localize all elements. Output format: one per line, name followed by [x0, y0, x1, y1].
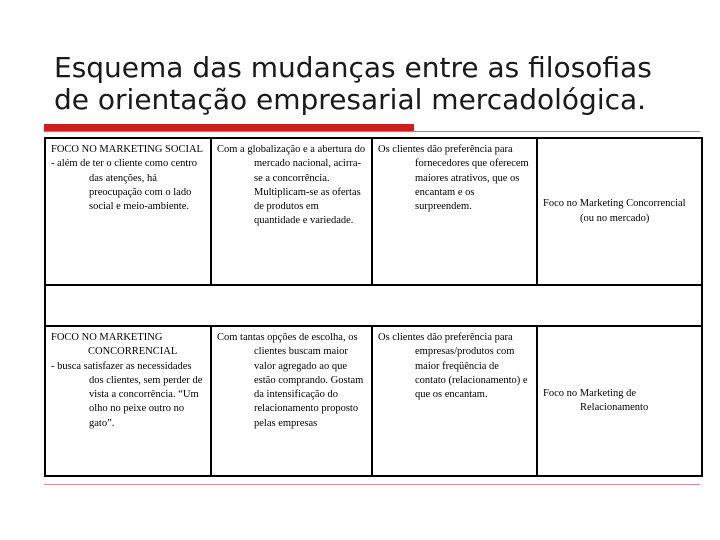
table-cell-r2-c1 [46, 327, 212, 475]
title-underline-rule [44, 131, 700, 132]
slide-title [54, 52, 694, 116]
title-accent-bar [44, 124, 414, 131]
cell-body: Com tantas opções de escolha, os clientes buscam maior valor agregado ao que estão comprando. Gostam da intensificação do relacionamento proposto pelas empresas [217, 332, 364, 429]
cell-heading: FOCO NO MARKETING CONCORRENCIAL [51, 332, 178, 358]
cell-body: Com a globalização e a abertura do mercado nacional, acirra-se a concorrência. Multiplicam-se as ofertas de produtos em quantidade e variedade. [217, 144, 366, 227]
table-cell-r1-c4 [538, 139, 701, 286]
bottom-rule [44, 484, 700, 485]
table-spacer-row [46, 286, 701, 327]
cell-body: - além de ter o cliente como centro das atenções, há preocupação com o lado social e meio-ambiente. [51, 158, 198, 213]
table-cell-r1-c2 [212, 139, 373, 286]
cell-body: Foco no Marketing Concorrencial (ou no mercado) [543, 198, 686, 224]
cell-body: Foco no Marketing de Relacionamento [543, 387, 649, 413]
table-cell-r2-c2 [212, 327, 373, 475]
comparison-table [44, 137, 703, 477]
slide-title-line-2: de orientação empresarial mercadológica. [54, 83, 647, 116]
table-cell-r1-c3 [373, 139, 538, 286]
cell-body: Os clientes dão preferência para fornecedores que oferecem maiores atrativos, que os encantam e os surpreendem. [378, 144, 529, 213]
table-cell-r1-c1 [46, 139, 212, 286]
cell-heading: FOCO NO MARKETING SOCIAL [51, 144, 203, 155]
table-cell-r2-c4 [538, 327, 701, 475]
cell-body: Os clientes dão preferência para empresas/produtos com maior freqüência de contato (relacionamento) e que os encantam. [378, 332, 528, 401]
cell-body: - busca satisfazer as necessidades dos clientes, sem perder de vista a concorrência. “Um olho no peixe outro no gato”. [51, 360, 203, 429]
slide-title-line-1: Esquema das mudanças entre as filosofias [54, 51, 652, 84]
table-cell-r2-c3 [373, 327, 538, 475]
